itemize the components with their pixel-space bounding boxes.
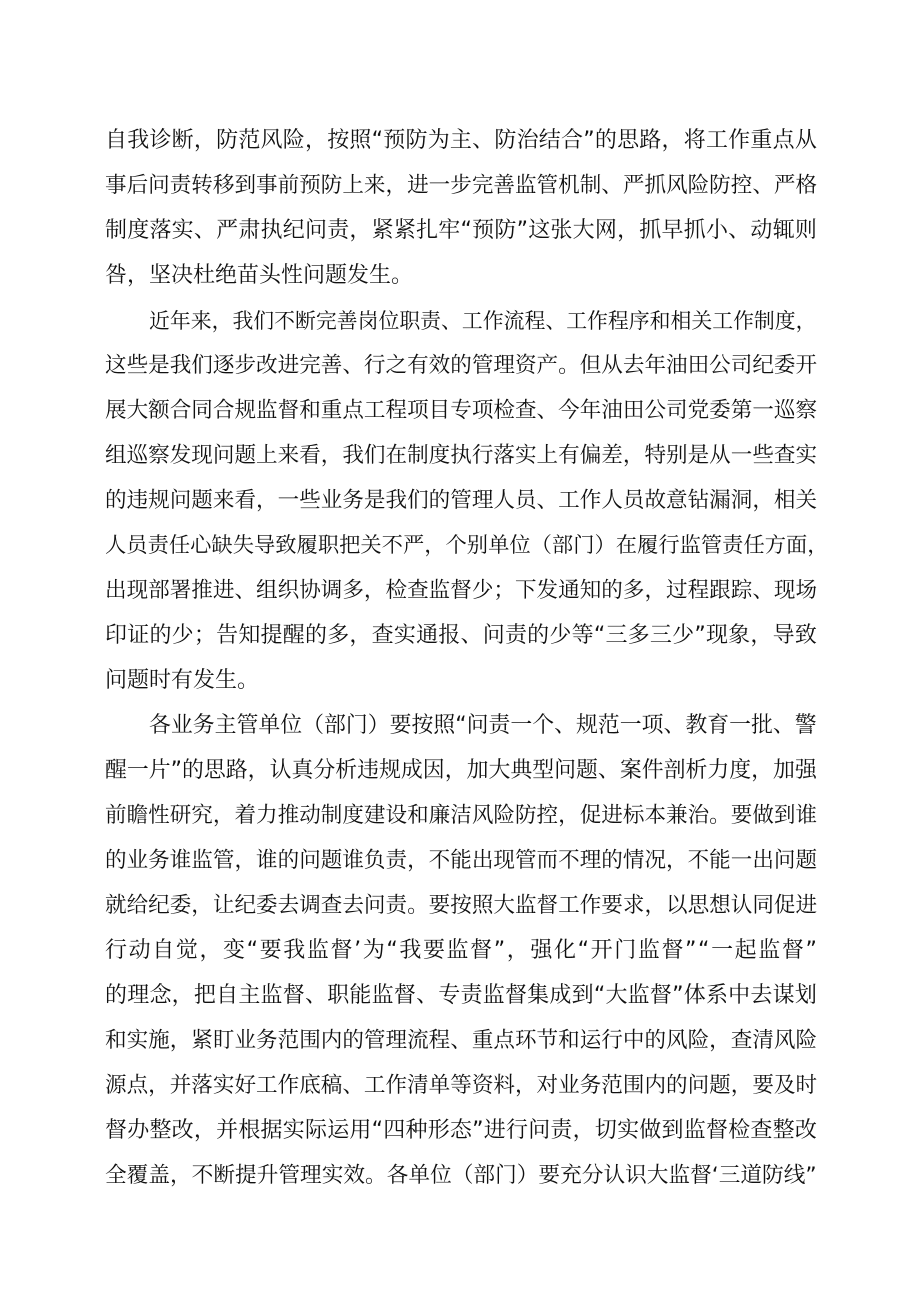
paragraph-1-line-4: 咎，坚决杜绝苗头性问题发生。 bbox=[105, 263, 414, 288]
paragraph-3-line-4: 的业务谁监管，谁的问题谁负责，不能出现管而不理的情况，不能一出问题 bbox=[105, 848, 818, 873]
paragraph-3-line-9: 源点，并落实好工作底稿、工作清单等资料，对业务范围内的问题，要及时 bbox=[105, 1073, 818, 1098]
paragraph-3-line-11: 全覆盖，不断提升管理实效。各单位（部门）要充分认识大监督‘三道防线” bbox=[105, 1163, 817, 1188]
paragraph-3-line-10: 督办整改，并根据实际运用“四种形态”进行问责，切实做到监督检查整改 bbox=[105, 1118, 818, 1143]
paragraph-2-line-1: 近年来，我们不断完善岗位职责、工作流程、工作程序和相关工作制度， bbox=[149, 309, 817, 333]
paragraph-3-line-8: 和实施，紧盯业务范围内的管理流程、重点环节和运行中的风险，查清风险 bbox=[105, 1028, 818, 1053]
paragraph-1-line-3: 制度落实、严肃执纪问责，紧紧扎牢“预防”这张大网，抓早抓小、动辄则 bbox=[105, 218, 818, 243]
paragraph-3-line-7: 的理念，把自主监督、职能监督、专责监督集成到“大监督”体系中去谋划 bbox=[105, 983, 818, 1008]
paragraph-2-line-8: 印证的少；告知提醒的多，查实通报、问责的少等“三多三少”现象，导致 bbox=[105, 623, 818, 648]
paragraph-2-line-3: 展大额合同合规监督和重点工程项目专项检查、今年油田公司党委第一巡察 bbox=[105, 398, 818, 423]
paragraph-3-line-1: 各业务主管单位（部门）要按照“问责一个、规范一项、教育一批、警 bbox=[149, 713, 817, 738]
paragraph-2-line-6: 人员责任心缺失导致履职把关不严，个别单位（部门）在履行监管责任方面， bbox=[105, 533, 829, 558]
paragraph-1-line-2: 事后问责转移到事前预防上来，进一步完善监管机制、严抓风险防控、严格 bbox=[105, 173, 818, 198]
paragraph-3-line-2: 醒一片”的思路，认真分析违规成因，加大典型问题、案件剖析力度，加强 bbox=[105, 758, 817, 783]
paragraph-1-line-1: 自我诊断，防范风险，按照“预防为主、防治结合”的思路，将工作重点从 bbox=[105, 128, 818, 153]
paragraph-2-line-4: 组巡察发现问题上来看，我们在制度执行落实上有偏差，特别是从一些查实 bbox=[105, 443, 818, 468]
paragraph-3-line-3: 前瞻性研究，着力推动制度建设和廉洁风险防控，促进标本兼治。要做到谁 bbox=[105, 803, 818, 828]
paragraph-3-line-5: 就给纪委，让纪委去调查去问责。要按照大监督工作要求，以思想认同促进 bbox=[105, 893, 818, 918]
paragraph-2-line-9: 问题时有发生。 bbox=[105, 668, 260, 693]
paragraph-3-line-6: 行动自觉，变“要我监督’为“我要监督”，强化“开门监督”“一起监督” bbox=[105, 938, 819, 963]
paragraph-2-line-2: 这些是我们逐步改进完善、行之有效的管理资产。但从去年油田公司纪委开 bbox=[105, 353, 818, 378]
paragraph-2-line-5: 的违规问题来看，一些业务是我们的管理人员、工作人员故意钻漏洞，相关 bbox=[105, 488, 818, 513]
paragraph-2-line-7: 出现部署推进、组织协调多，检查监督少；下发通知的多，过程跟踪、现场 bbox=[105, 578, 818, 603]
